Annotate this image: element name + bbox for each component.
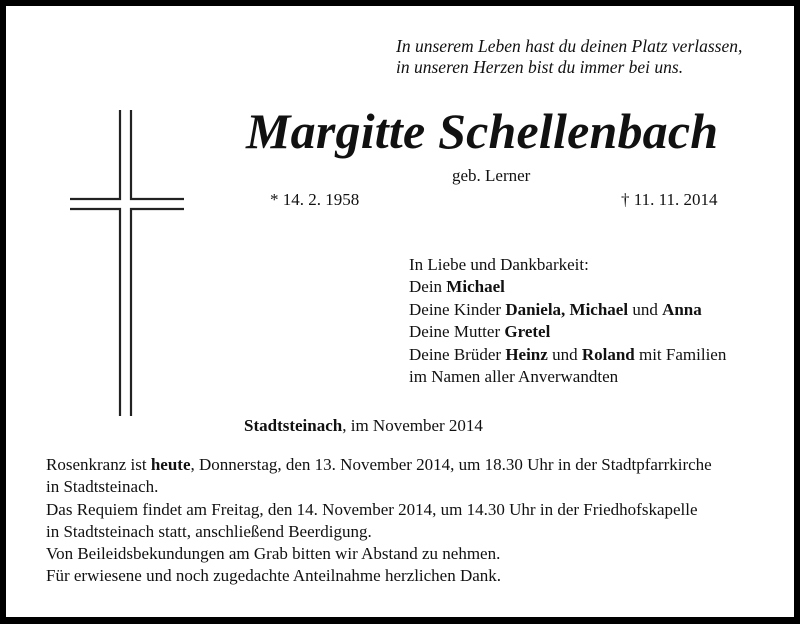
motto-line: In unserem Leben hast du deinen Platz verlassen, <box>396 36 743 56</box>
birth-date: * 14. 2. 1958 <box>270 190 360 209</box>
mourner-line <box>409 321 726 343</box>
mourner-relation: Dein <box>409 277 447 297</box>
mourner-name: Michael <box>446 277 505 297</box>
requiem-line: Das Requiem findet am Freitag, den 14. November 2014, um 14.30 Uhr in der Friedhofskapelle <box>46 499 698 519</box>
mourner-name: Anna <box>662 299 702 319</box>
conjunction: und <box>547 344 582 364</box>
mourner-relation: Deine Brüder <box>409 344 506 364</box>
thanks-note: Für erwiesene und noch zugedachte Anteilnahme herzlichen Dank. <box>46 566 502 586</box>
mourners-list <box>409 254 726 388</box>
date-text: , im November 2014 <box>342 416 483 435</box>
place-date <box>244 416 483 436</box>
mourner-name: Gretel <box>504 322 551 342</box>
rosary-line <box>46 454 712 476</box>
rosary-line-2: in Stadtsteinach. <box>46 477 159 497</box>
motto-verse <box>396 36 742 78</box>
text: , Donnerstag, den 13. November 2014, um 18.30 Uhr in der Stadtpfarrkirche <box>190 455 712 474</box>
place-name: Stadtsteinach <box>244 416 343 435</box>
death-date: † 11. 11. 2014 <box>621 190 718 209</box>
mourner-line <box>409 276 726 298</box>
funeral-details <box>46 454 712 588</box>
mourner-name: Heinz <box>505 344 548 364</box>
motto-line: in unseren Herzen bist du immer bei uns. <box>396 57 684 77</box>
mourner-relation: Deine Mutter <box>409 322 505 342</box>
maiden-name: geb. Lerner <box>452 166 531 185</box>
mourner-name: Daniela, Michael <box>505 299 629 319</box>
mourner-name: Roland <box>581 344 635 364</box>
mourner-suffix: mit Familien <box>634 344 727 364</box>
mourners-intro: In Liebe und Dankbarkeit: <box>409 255 589 274</box>
text: Rosenkranz ist <box>46 455 151 474</box>
mourner-line: im Namen aller Anverwandten <box>409 367 619 387</box>
today-emphasis: heute <box>150 455 191 474</box>
mourner-relation: Deine Kinder <box>409 299 506 319</box>
conjunction: und <box>628 299 663 319</box>
requiem-line-2: in Stadtsteinach statt, anschließend Beerdigung. <box>46 521 372 541</box>
condolence-note: Von Beileidsbekundungen am Grab bitten wir Abstand zu nehmen. <box>46 544 501 564</box>
mourner-line <box>409 299 726 321</box>
mourner-line <box>409 344 726 366</box>
deceased-name: Margitte Schellenbach <box>246 103 719 159</box>
